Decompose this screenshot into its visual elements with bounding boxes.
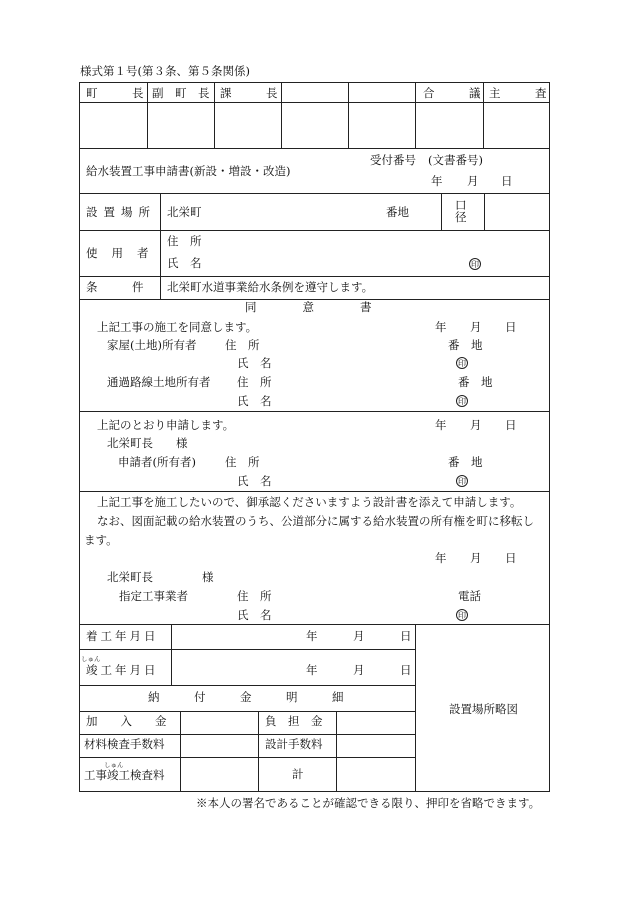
form-number: 様式第１号(第３条、第５条関係) bbox=[80, 64, 250, 78]
receipt-label: 受付番号 bbox=[370, 153, 416, 167]
design-line-2: なお、図面記載の給水装置のうち、公道部分に属する給水装置の所有権を町に移転し bbox=[97, 514, 534, 528]
applicant-seal: 印 bbox=[458, 477, 466, 486]
start-date-label: 着工年月日 bbox=[86, 629, 159, 643]
owner-seal: 印 bbox=[458, 359, 466, 368]
site-banchi: 番地 bbox=[386, 205, 409, 219]
inspector-header: 主 査 bbox=[489, 86, 547, 100]
user-name-label: 氏 名 bbox=[167, 256, 202, 270]
completion-inspection-fee-label: 工事竣工検査料 bbox=[84, 768, 165, 782]
consent-statement: 上記工事の施工を同意します。 bbox=[97, 320, 258, 334]
footnote: ※本人の署名であることが確認できる限り、押印を省略できます。 bbox=[196, 796, 541, 810]
applicant-banchi: 番 地 bbox=[448, 455, 483, 469]
contractor-phone: 電話 bbox=[458, 589, 481, 603]
completion-date-label: 竣工年月日 bbox=[86, 663, 159, 677]
consent-date-day: 日 bbox=[505, 320, 517, 334]
completion-inspection-ruby: しゅん bbox=[104, 761, 124, 769]
site-map-label: 設置場所略図 bbox=[449, 702, 518, 716]
deputy-mayor-header: 副 町 長 bbox=[152, 86, 210, 100]
design-date-month: 月 bbox=[470, 551, 482, 565]
condition-label: 条 件 bbox=[86, 280, 144, 294]
site-town: 北栄町 bbox=[167, 205, 202, 219]
owner-banchi: 番 地 bbox=[448, 338, 483, 352]
owner-label: 家屋(土地)所有者 bbox=[107, 338, 197, 352]
mayor-header: 町 長 bbox=[86, 86, 144, 100]
owner-name-label: 氏 名 bbox=[237, 356, 272, 370]
completion-ruby: しゅん bbox=[81, 655, 101, 663]
consent-date-year: 年 bbox=[435, 320, 447, 334]
design-date-year: 年 bbox=[435, 551, 447, 565]
material-inspection-fee-label: 材料検査手数料 bbox=[84, 737, 165, 751]
form-title: 給水装置工事申請書(新設・増設・改造) bbox=[86, 164, 291, 178]
owner-address-label: 住 所 bbox=[225, 338, 260, 352]
application-date-month: 月 bbox=[470, 418, 482, 432]
doc-number-label: (文書番号) bbox=[428, 153, 483, 167]
route-owner-name-label: 氏 名 bbox=[237, 394, 272, 408]
applicant-address-label: 住 所 bbox=[225, 455, 260, 469]
application-date-year: 年 bbox=[435, 418, 447, 432]
title-date-month: 月 bbox=[467, 174, 479, 188]
section-chief-header: 課 長 bbox=[220, 86, 278, 100]
route-owner-banchi: 番 地 bbox=[458, 375, 493, 389]
title-date-year: 年 bbox=[431, 174, 443, 188]
contractor-address-label: 住 所 bbox=[237, 589, 272, 603]
user-label: 使用者 bbox=[86, 246, 163, 260]
design-line-1: 上記工事を施工したいので、御承認くださいますよう設計書を添えて申請します。 bbox=[97, 495, 522, 509]
user-address-label: 住 所 bbox=[167, 234, 202, 248]
start-date-year: 年 bbox=[306, 629, 318, 643]
payment-heading: 納 付 金 明 細 bbox=[148, 690, 344, 704]
contractor-label: 指定工事業者 bbox=[119, 589, 188, 603]
completion-date-day: 日 bbox=[400, 663, 412, 677]
route-owner-address-label: 住 所 bbox=[237, 375, 272, 389]
completion-date-year: 年 bbox=[306, 663, 318, 677]
design-date-day: 日 bbox=[505, 551, 517, 565]
design-addressee-town: 北栄町長 bbox=[107, 570, 153, 584]
application-addressee: 北栄町長 様 bbox=[107, 436, 188, 450]
start-date-month: 月 bbox=[353, 629, 365, 643]
council-header: 合 議 bbox=[423, 86, 481, 100]
route-owner-label: 通過路線土地所有者 bbox=[107, 375, 211, 389]
design-fee-label: 設計手数料 bbox=[265, 737, 323, 751]
site-label: 設置場所 bbox=[86, 205, 156, 219]
consent-heading: 同 意 書 bbox=[245, 300, 372, 314]
condition-text: 北栄町水道事業給水条例を遵守します。 bbox=[167, 280, 374, 294]
subscription-fee-label: 加 入 金 bbox=[86, 714, 167, 728]
design-addressee-sama: 様 bbox=[202, 570, 214, 584]
route-owner-seal: 印 bbox=[458, 397, 466, 406]
completion-date-month: 月 bbox=[353, 663, 365, 677]
applicant-label: 申請者(所有者) bbox=[118, 455, 196, 469]
title-date-day: 日 bbox=[501, 174, 513, 188]
user-seal: 印 bbox=[471, 260, 479, 269]
consent-date-month: 月 bbox=[470, 320, 482, 334]
application-statement: 上記のとおり申請します。 bbox=[97, 418, 235, 432]
burden-fee-label: 負 担 金 bbox=[265, 714, 323, 728]
contractor-name-label: 氏 名 bbox=[237, 608, 272, 622]
start-date-day: 日 bbox=[400, 629, 412, 643]
total-label: 計 bbox=[292, 767, 304, 781]
contractor-seal: 印 bbox=[458, 611, 466, 620]
diameter-label: 口径 bbox=[455, 198, 467, 224]
applicant-name-label: 氏 名 bbox=[237, 474, 272, 488]
application-date-day: 日 bbox=[505, 418, 517, 432]
design-line-3: ます。 bbox=[84, 533, 118, 547]
